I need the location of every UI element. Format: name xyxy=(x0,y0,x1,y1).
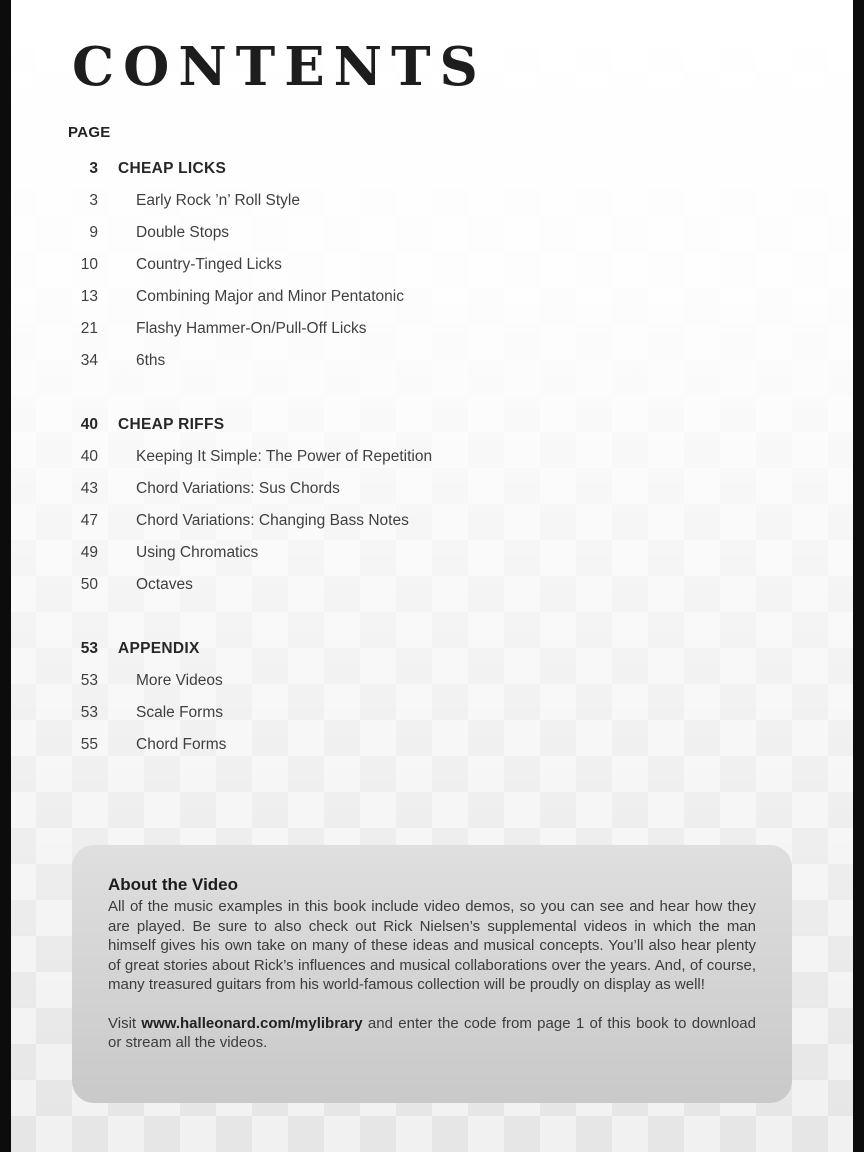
toc-item-row xyxy=(72,185,792,217)
about-p2-suffix: and enter the code from page 1 of this book to download or stream all the videos. xyxy=(108,1014,756,1051)
toc-entry-title: Flashy Hammer-On/Pull-Off Licks xyxy=(136,320,367,338)
toc-page-number: 21 xyxy=(80,320,98,338)
toc-page-number: 34 xyxy=(80,352,98,370)
toc-item-row xyxy=(72,281,792,313)
toc-item-row xyxy=(72,249,792,281)
toc-page-number: 40 xyxy=(80,448,98,466)
toc-entry-title: Scale Forms xyxy=(136,704,223,722)
toc-spacer xyxy=(72,377,792,409)
toc-page-number: 13 xyxy=(80,288,98,306)
toc-section-row xyxy=(72,409,792,441)
toc-section-row xyxy=(72,153,792,185)
toc-entry-title: Using Chromatics xyxy=(136,544,259,562)
toc-entry-title: APPENDIX xyxy=(118,640,200,658)
toc-page-number: 43 xyxy=(80,480,98,498)
toc-item-row xyxy=(72,505,792,537)
toc-item-row xyxy=(72,217,792,249)
toc-item-row xyxy=(72,665,792,697)
about-video-box xyxy=(72,845,792,1103)
toc-content xyxy=(68,36,792,761)
toc-page-number: 3 xyxy=(89,192,98,210)
toc-entry-title: CHEAP LICKS xyxy=(118,160,227,178)
toc-page-number: 3 xyxy=(89,160,98,178)
toc-entry-title: CHEAP RIFFS xyxy=(118,416,225,434)
about-paragraph-1: All of the music examples in this book include video demos, so you can see and hear how they are played. Be sure to also check out Rick Nielsen’s supplemental videos in which the man himself gives his own take on many of these ideas and musical concepts. You’ll also hear plenty of great stories about Rick’s influences and musical collaborations over the years. And, of course, many treasured guitars from his world-famous collection will be proudly on display as well! xyxy=(108,898,756,993)
about-p2-prefix: Visit xyxy=(108,1014,142,1032)
toc-item-row xyxy=(72,697,792,729)
toc-entry-title: Keeping It Simple: The Power of Repetition xyxy=(136,448,433,466)
toc-entry-title: Chord Variations: Changing Bass Notes xyxy=(136,512,409,530)
toc-entry-title: Early Rock ’n’ Roll Style xyxy=(136,192,300,210)
toc-entry-title: Octaves xyxy=(136,576,193,594)
toc-page-number: 53 xyxy=(80,640,98,658)
toc-page-number: 10 xyxy=(80,256,98,274)
toc-section-row xyxy=(72,633,792,665)
toc-list xyxy=(72,153,792,761)
toc-entry-title: 6ths xyxy=(136,352,166,370)
toc-entry-title: Chord Forms xyxy=(136,736,227,754)
toc-page-number: 53 xyxy=(80,704,98,722)
toc-entry-title: Double Stops xyxy=(136,224,230,242)
page-edge-right xyxy=(853,0,864,1152)
toc-page-number: 47 xyxy=(80,512,98,530)
toc-page-number: 40 xyxy=(80,416,98,434)
toc-item-row xyxy=(72,313,792,345)
toc-entry-title: Combining Major and Minor Pentatonic xyxy=(136,288,404,306)
toc-entry-title: More Videos xyxy=(136,672,223,690)
toc-page-number: 9 xyxy=(89,224,98,242)
toc-item-row xyxy=(72,537,792,569)
toc-page-number: 53 xyxy=(80,672,98,690)
page-title: CONTENTS xyxy=(72,36,487,98)
toc-spacer xyxy=(72,601,792,633)
page-column-header: PAGE xyxy=(68,124,111,142)
toc-entry-title: Country-Tinged Licks xyxy=(136,256,282,274)
page-edge-left xyxy=(0,0,11,1152)
toc-item-row xyxy=(72,729,792,761)
about-p2-url: www.halleonard.com/mylibrary xyxy=(141,1014,363,1032)
toc-page-number: 50 xyxy=(80,576,98,594)
toc-page-number: 55 xyxy=(80,736,98,754)
toc-item-row xyxy=(72,569,792,601)
toc-item-row xyxy=(72,441,792,473)
toc-entry-title: Chord Variations: Sus Chords xyxy=(136,480,340,498)
toc-item-row xyxy=(72,345,792,377)
about-paragraph-2 xyxy=(108,1014,756,1053)
about-title: About the Video xyxy=(108,875,239,894)
toc-item-row xyxy=(72,473,792,505)
toc-page-number: 49 xyxy=(80,544,98,562)
